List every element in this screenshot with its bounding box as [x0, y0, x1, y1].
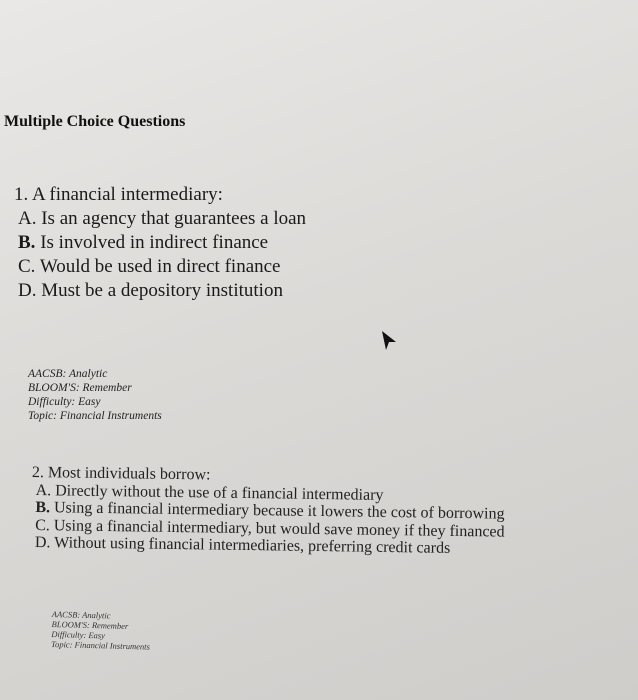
option-letter: A. — [35, 481, 52, 499]
question-1-option-d[interactable] — [6, 279, 406, 303]
option-text: Is an agency that guarantees a loan — [41, 208, 307, 229]
meta-aacsb: AACSB: Analytic — [28, 368, 108, 380]
option-text: Directly without the use of a financial intermediary — [55, 481, 384, 504]
option-letter: C. — [18, 256, 36, 277]
option-letter: B. — [35, 499, 51, 517]
option-text: Must be a depository institution — [41, 280, 283, 301]
question-1-metadata — [28, 367, 162, 423]
question-2 — [31, 464, 638, 560]
meta-difficulty: Difficulty: Easy — [51, 628, 106, 641]
question-1-option-a[interactable] — [6, 207, 406, 231]
option-letter: A. — [18, 208, 37, 229]
option-letter: D. — [34, 534, 51, 552]
option-text: Using a financial intermediary because it lowers the cost of borrowing — [53, 499, 505, 523]
option-text: Would be used in direct finance — [39, 256, 281, 277]
option-text: Using a financial intermediary, but would save money if they financed — [53, 516, 505, 541]
meta-topic: Topic: Financial Instruments — [28, 410, 162, 422]
option-letter: C. — [35, 516, 50, 534]
meta-difficulty: Difficulty: Easy — [28, 396, 101, 408]
mouse-cursor-icon — [380, 330, 398, 352]
question-2-text: 2. Most individuals borrow: — [31, 464, 211, 484]
meta-aacsb: AACSB: Analytic — [51, 609, 111, 621]
section-heading: Multiple Choice Questions — [4, 113, 186, 130]
question-2-metadata — [51, 609, 151, 652]
question-1 — [6, 183, 406, 303]
question-1-option-c[interactable] — [6, 255, 406, 279]
option-letter: D. — [18, 280, 37, 301]
meta-bloom: BLOOM'S: Remember — [51, 618, 129, 631]
question-1-option-b[interactable] — [6, 231, 406, 255]
option-letter: B. — [18, 232, 36, 253]
question-1-text: 1. A financial intermediary: — [14, 184, 223, 205]
meta-topic: Topic: Financial Instruments — [50, 638, 151, 652]
option-text: Is involved in indirect finance — [40, 232, 269, 253]
option-text: Without using financial intermediaries, preferring credit cards — [54, 534, 451, 557]
meta-bloom: BLOOM'S: Remember — [28, 382, 132, 394]
